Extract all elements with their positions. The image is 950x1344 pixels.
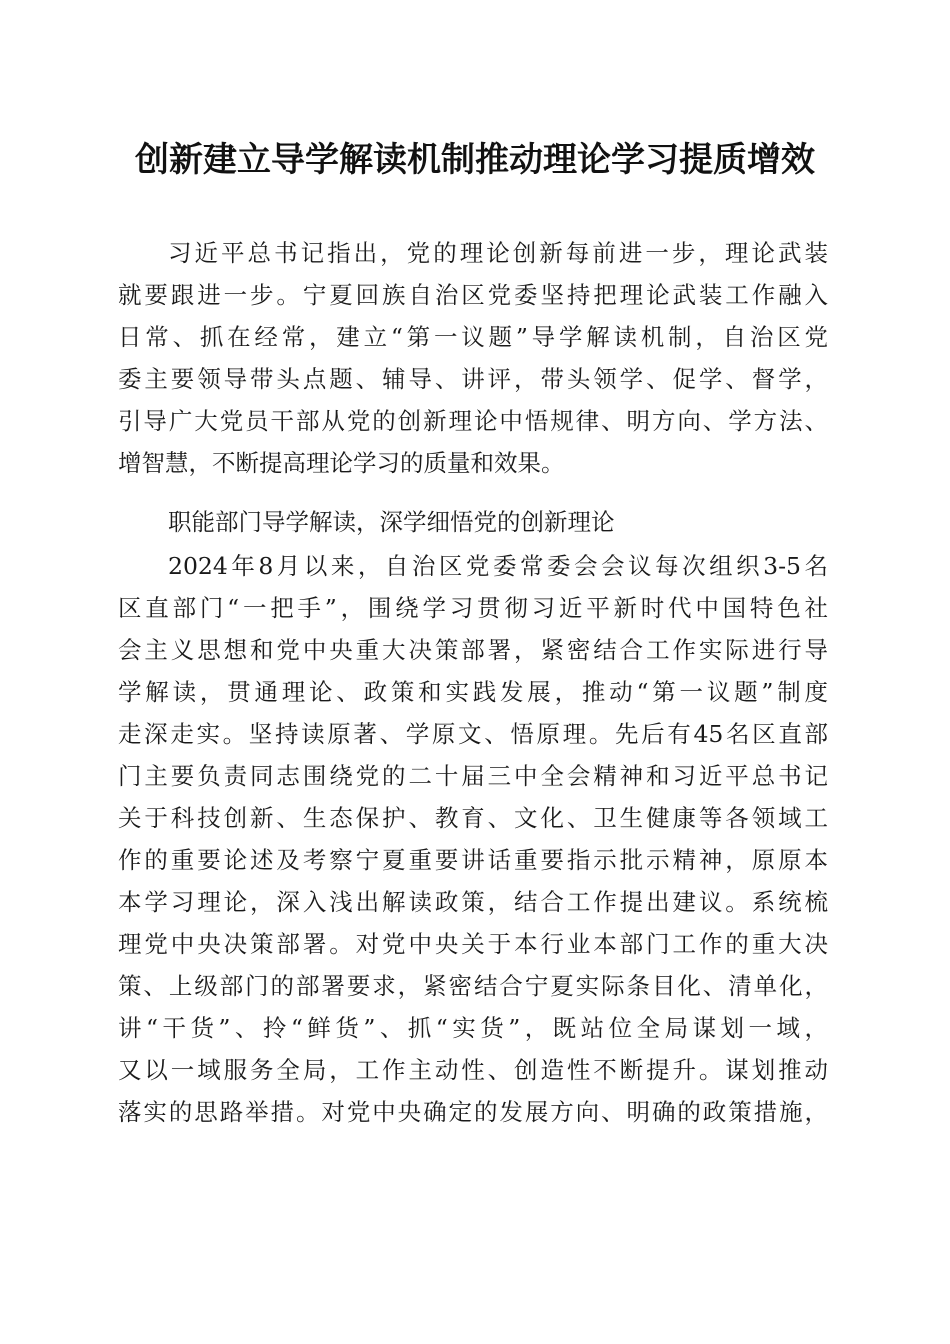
text-line: 讲“干货”、拎“鲜货”、抓“实货”，既站位全局谋划一域，: [118, 1014, 828, 1042]
text-line: 区直部门“一把手”，围绕学习贯彻习近平新时代中国特色社: [118, 594, 828, 622]
text-line: 门主要负责同志围绕党的二十届三中全会精神和习近平总书记: [118, 762, 828, 790]
text-line: 作的重要论述及考察宁夏重要讲话重要指示批示精神，原原本: [118, 846, 828, 874]
text-line: 习近平总书记指出，党的理论创新每前进一步，理论武装: [168, 239, 828, 267]
text-line: 引导广大党员干部从党的创新理论中悟规律、明方向、学方法、: [118, 407, 828, 435]
text-line: 策、上级部门的部署要求，紧密结合宁夏实际条目化、清单化，: [118, 972, 828, 1000]
text-line: 学解读，贯通理论、政策和实践发展，推动“第一议题”制度: [118, 678, 828, 706]
text-line: 增智慧，不断提高理论学习的质量和效果。: [118, 449, 565, 477]
text-line: 关于科技创新、生态保护、教育、文化、卫生健康等各领域工: [118, 804, 828, 832]
text-line: 本学习理论，深入浅出解读政策，结合工作提出建议。系统梳: [118, 888, 828, 916]
text-line: 理党中央决策部署。对党中央关于本行业本部门工作的重大决: [118, 930, 828, 958]
text-line: 走深走实。坚持读原著、学原文、悟原理。先后有45名区直部: [118, 720, 828, 748]
text-line: 委主要领导带头点题、辅导、讲评，带头领学、促学、督学，: [118, 365, 828, 393]
document-title: 创新建立导学解读机制推动理论学习提质增效: [135, 140, 815, 180]
text-line: 落实的思路举措。对党中央确定的发展方向、明确的政策措施，: [118, 1098, 828, 1126]
section-heading: 职能部门导学解读，深学细悟党的创新理论: [168, 508, 615, 536]
text-line: 2024年8月以来，自治区党委常委会会议每次组织3-5名: [168, 552, 828, 580]
text-line: 就要跟进一步。宁夏回族自治区党委坚持把理论武装工作融入: [118, 281, 828, 309]
text-line: 日常、抓在经常，建立“第一议题”导学解读机制，自治区党: [118, 323, 828, 351]
text-line: 会主义思想和党中央重大决策部署，紧密结合工作实际进行导: [118, 636, 828, 664]
text-line: 又以一域服务全局，工作主动性、创造性不断提升。谋划推动: [118, 1056, 828, 1084]
